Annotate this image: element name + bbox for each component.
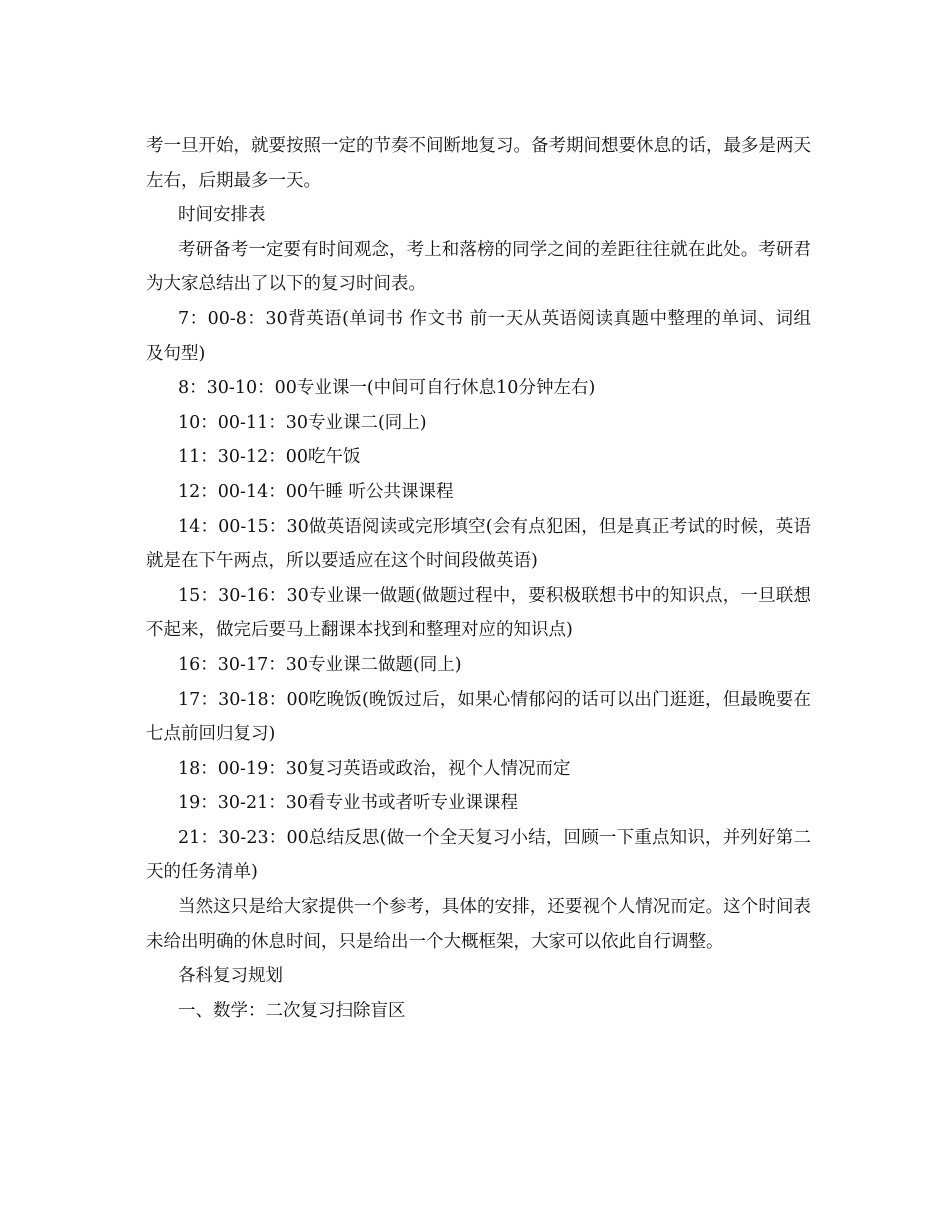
section-heading-subjects: 各科复习规划 bbox=[178, 966, 283, 987]
paragraph-time-awareness: 考研备考一定要有时间观念，考上和落榜的同学之间的差距往往就在此处。考研君为大家总结出了以下的复习时间表。 bbox=[146, 239, 811, 295]
schedule-item-1800: 18：00-19：30复习英语或政治，视个人情况而定 bbox=[178, 758, 571, 779]
schedule-item-1930: 19：30-21：30看专业书或者听专业课课程 bbox=[178, 793, 518, 814]
schedule-item-1400: 14：00-15：30做英语阅读或完形填空(会有点犯困，但是真正考试的时候，英语就是在下午两点，所以要适应在这个时间段做英语) bbox=[146, 516, 811, 572]
schedule-item-2130: 21：30-23：00总结反思(做一个全天复习小结，回顾一下重点知识，并列好第二天的任务清单) bbox=[146, 827, 811, 883]
schedule-item-1530: 15：30-16：30专业课一做题(做题过程中，要积极联想书中的知识点，一旦联想不起来，做完后要马上翻课本找到和整理对应的知识点) bbox=[146, 585, 811, 641]
document-body bbox=[146, 129, 811, 1028]
paragraph-intro-continued: 考一旦开始，就要按照一定的节奏不间断地复习。备考期间想要休息的话，最多是两天左右，后期最多一天。 bbox=[146, 136, 811, 191]
schedule-item-1730: 17：30-18：00吃晚饭(晚饭过后，如果心情郁闷的话可以出门逛逛，但最晚要在七点前回归复习) bbox=[146, 689, 811, 745]
subsection-heading-math: 一、数学：二次复习扫除盲区 bbox=[178, 1000, 406, 1021]
schedule-item-0700: 7：00-8：30背英语(单词书 作文书 前一天从英语阅读真题中整理的单词、词组及句型) bbox=[146, 308, 811, 364]
paragraph-schedule-note: 当然这只是给大家提供一个参考，具体的安排，还要视个人情况而定。这个时间表未给出明确的休息时间，只是给出一个大概框架，大家可以依此自行调整。 bbox=[146, 897, 811, 952]
schedule-item-1200: 12：00-14：00午睡 听公共课课程 bbox=[178, 481, 454, 502]
section-heading-schedule: 时间安排表 bbox=[178, 205, 266, 226]
schedule-item-1130: 11：30-12：00吃午饭 bbox=[178, 447, 361, 468]
schedule-item-0830: 8：30-10：00专业课一(中间可自行休息10分钟左右) bbox=[178, 378, 596, 399]
schedule-item-1630: 16：30-17：30专业课二做题(同上) bbox=[178, 654, 462, 675]
schedule-item-1000: 10：00-11：30专业课二(同上) bbox=[178, 412, 427, 433]
